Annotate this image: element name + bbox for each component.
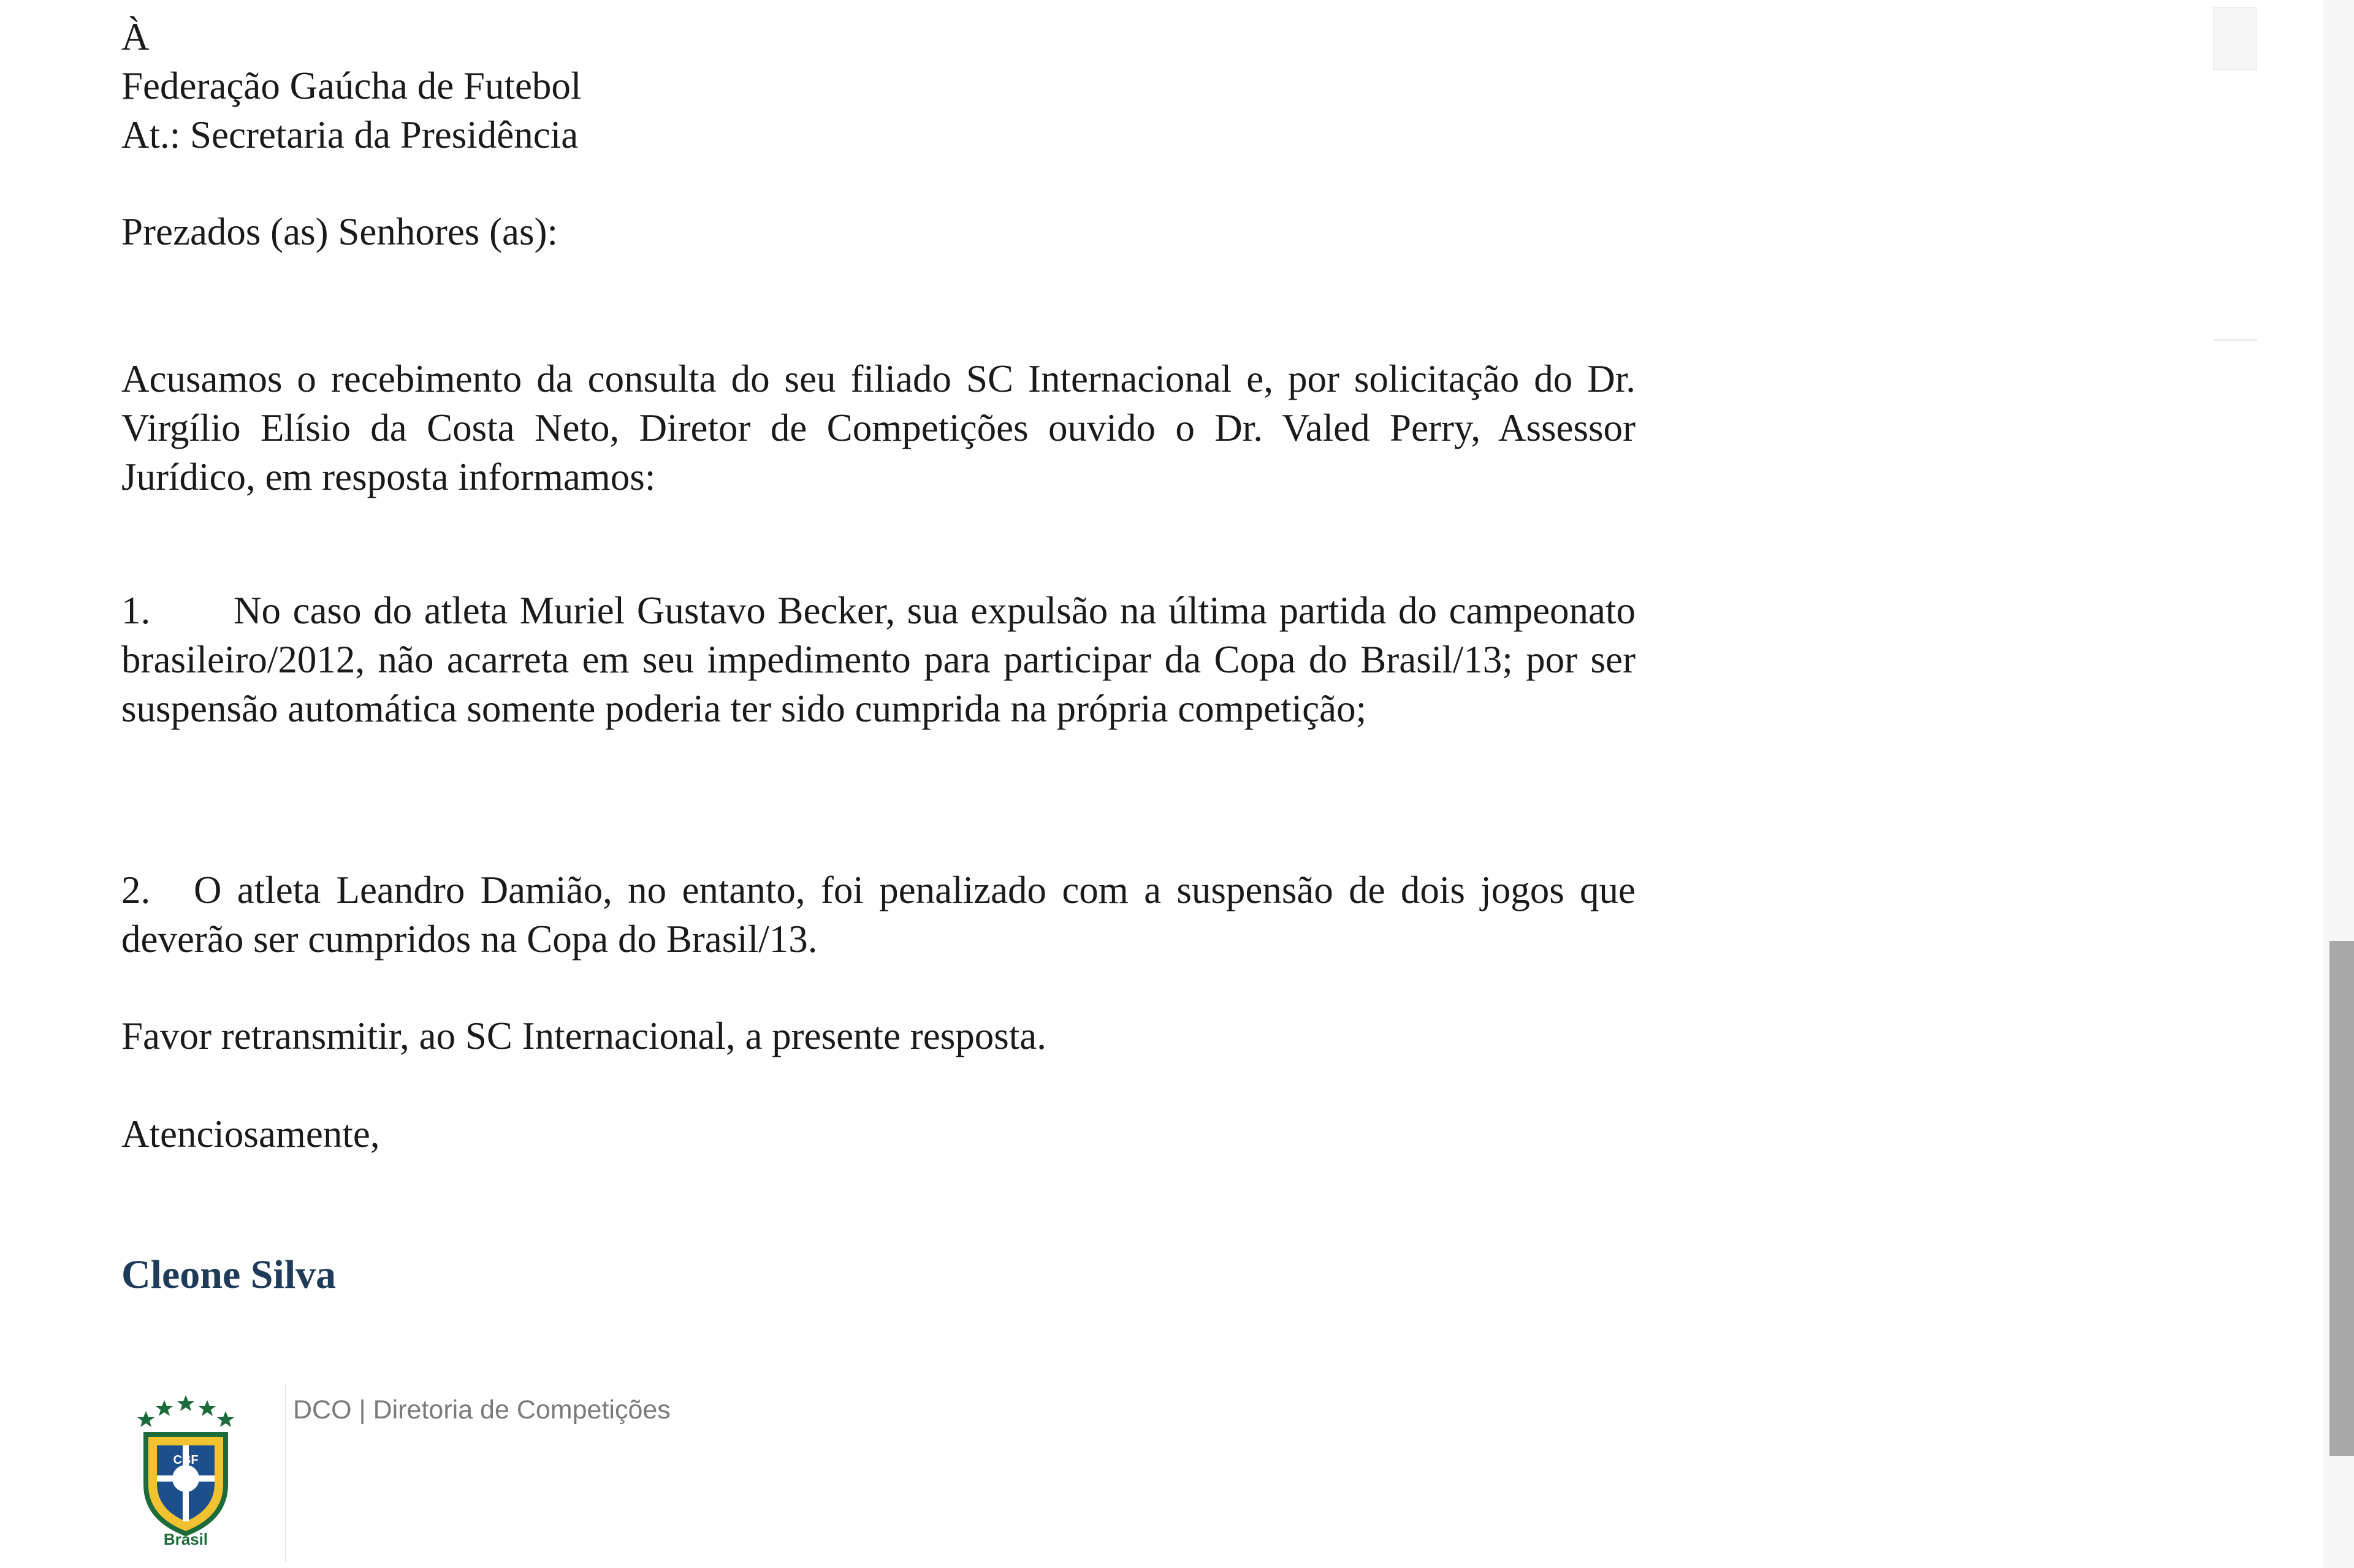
list-item-number: 2. bbox=[121, 869, 151, 911]
crest-text: CBF bbox=[173, 1453, 199, 1467]
salutation: Prezados (as) Senhores (as): bbox=[121, 210, 558, 253]
intro-paragraph: Acusamos o recebimento da consulta do seu filiado SC Internacional e, por solicitação do Dr. Virgílio Elísio da Costa Neto, Diretor de Competições ouvido o Dr. Valed Perry, Assessor Jurídico, em resposta informamos: bbox=[121, 357, 1636, 498]
request-line: Favor retransmitir, ao SC Internacional, a presente resposta. bbox=[121, 1014, 1046, 1057]
crest-label: Brasil bbox=[163, 1530, 208, 1548]
list-item-text: No caso do atleta Muriel Gustavo Becker, sua expulsão na última partida do campeonato brasileiro/2012, não acarreta em seu impedimento para participar da Copa do Brasil/13; por ser suspensão automática somente poderia ter sido cumprida na própria competição; bbox=[121, 589, 1636, 730]
list-item-1 bbox=[121, 586, 1636, 733]
closing: Atenciosamente, bbox=[121, 1113, 380, 1155]
attention-line: At.: Secretaria da Presidência bbox=[121, 113, 579, 156]
footer-divider bbox=[285, 1384, 286, 1562]
list-item-number: 1. bbox=[121, 589, 151, 632]
list-item-2 bbox=[121, 866, 1636, 964]
margin-mark bbox=[2213, 339, 2257, 341]
recipient-prefix: À bbox=[121, 15, 150, 58]
recipient-org: Federação Gaúcha de Futebol bbox=[121, 64, 582, 107]
list-item-text: O atleta Leandro Damião, no entanto, foi penalizado com a suspensão de dois jogos que deverão ser cumpridos na Copa do Brasil/13. bbox=[121, 869, 1636, 961]
stars-icon bbox=[137, 1395, 234, 1427]
margin-box bbox=[2213, 7, 2257, 70]
footer-department: DCO | Diretoria de Competições bbox=[293, 1395, 671, 1425]
scrollbar-thumb[interactable] bbox=[2329, 941, 2354, 1456]
signature-name: Cleone Silva bbox=[121, 1252, 337, 1297]
